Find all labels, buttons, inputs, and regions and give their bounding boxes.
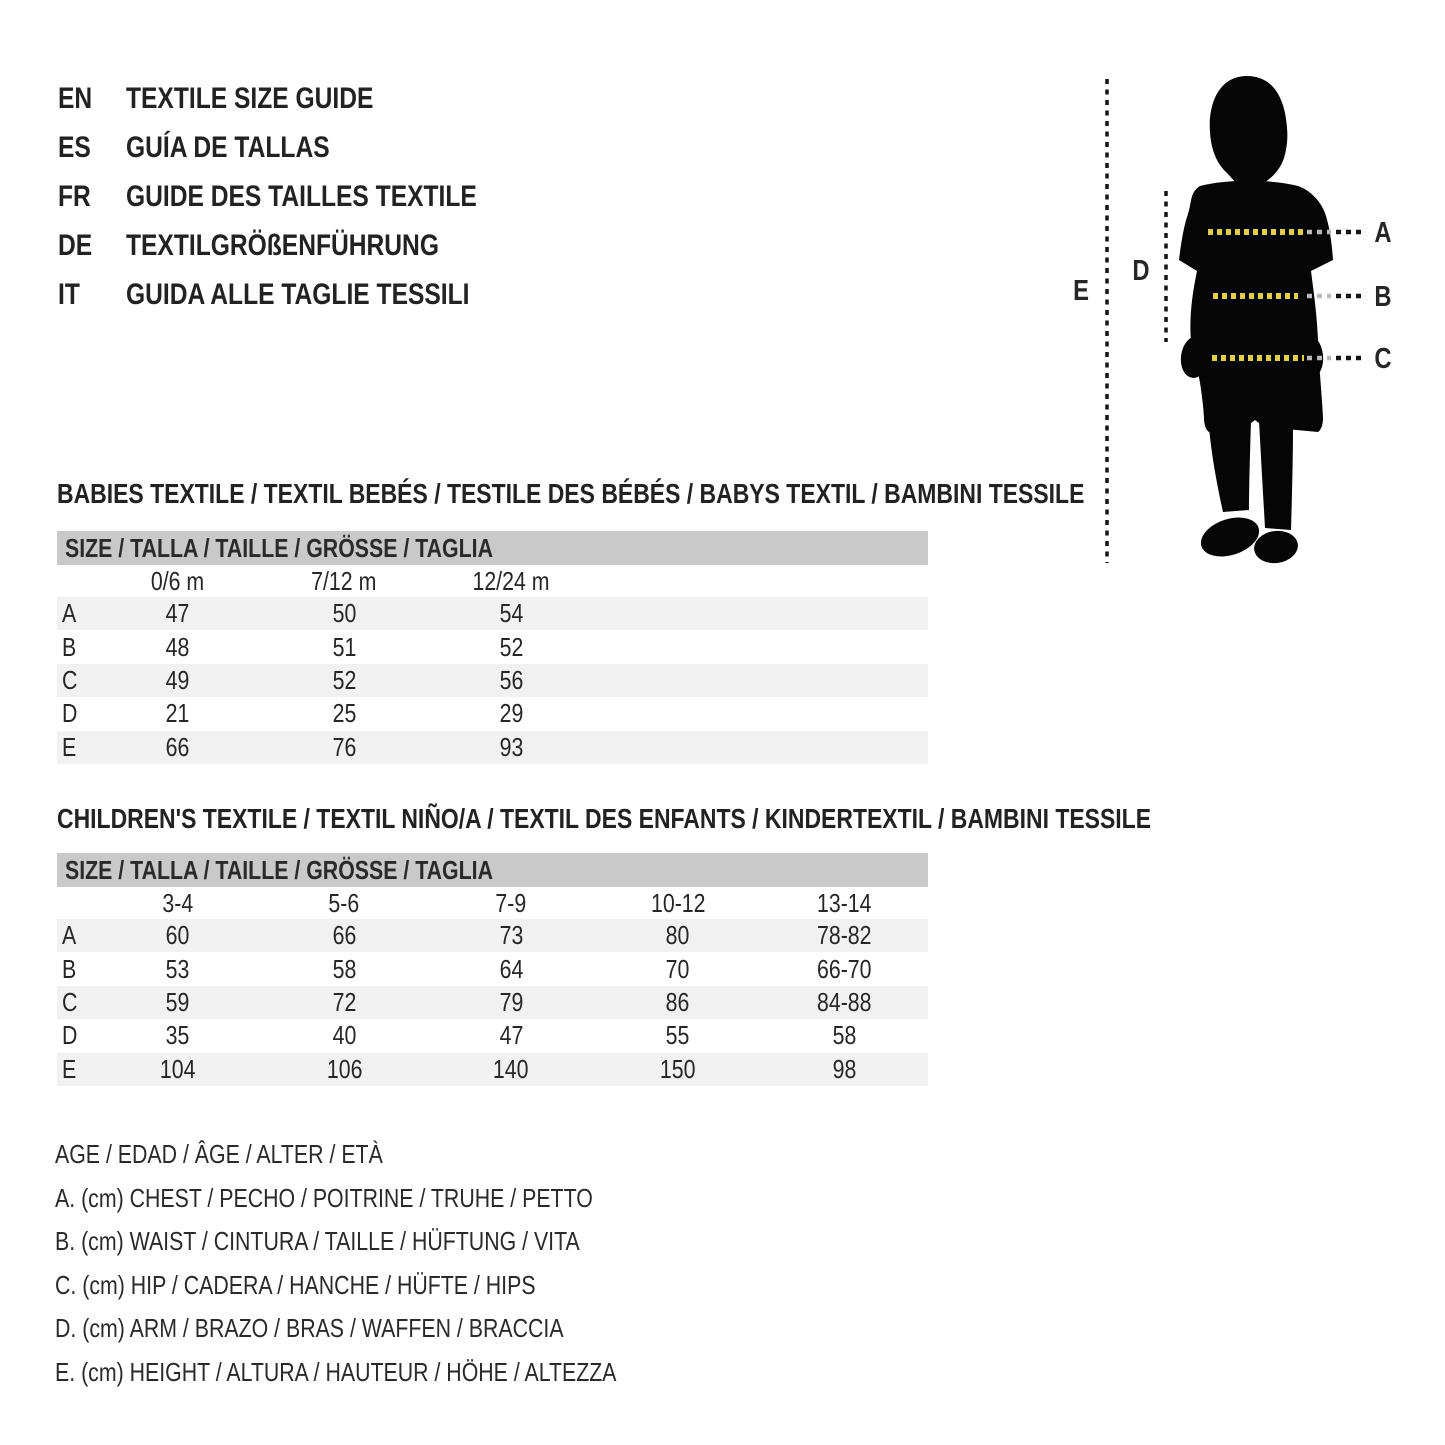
cell-text: 70	[665, 953, 690, 984]
legend-line-age	[55, 1133, 740, 1177]
table-cell	[428, 919, 595, 952]
language-title-block	[58, 74, 554, 319]
lang-row-en	[58, 74, 554, 123]
lang-title-text: TEXTILE SIZE GUIDE	[126, 81, 374, 115]
cell-text: 80	[665, 920, 690, 951]
children-table-body	[57, 919, 928, 1086]
lang-title-text: GUIDE DES TAILLES TEXTILE	[126, 179, 477, 213]
children-column-headers	[57, 887, 928, 919]
cell-text: 53	[165, 953, 190, 984]
table-cell	[94, 986, 261, 1019]
lang-code	[58, 229, 126, 263]
table-cell	[428, 986, 595, 1019]
lang-code-text: FR	[58, 179, 91, 213]
lang-code	[58, 180, 126, 214]
table-row	[57, 697, 928, 730]
row-label-text: D	[62, 698, 78, 729]
silhouette-torso	[1179, 181, 1333, 432]
table-row	[57, 630, 928, 663]
table-cell	[761, 919, 928, 952]
cell-text: 51	[332, 631, 357, 662]
column-header-text: 3-4	[161, 887, 193, 918]
silhouette-right-shoe	[1252, 528, 1300, 566]
lang-title	[126, 180, 554, 214]
figure-label-b: B	[1374, 279, 1392, 313]
cell-text: 72	[332, 986, 357, 1017]
legend-text: D. (cm) ARM / BRAZO / BRAS / WAFFEN / BRACCIA	[55, 1313, 564, 1344]
silhouette-left-shoe	[1196, 511, 1264, 564]
children-size-header-bar	[57, 853, 928, 887]
lang-row-it	[58, 270, 554, 319]
row-label-text: A	[62, 920, 77, 951]
lang-code-text: DE	[58, 228, 93, 262]
cell-text: 48	[165, 631, 190, 662]
row-label-text: E	[62, 1053, 77, 1084]
table-cell	[594, 952, 761, 985]
row-label	[57, 664, 94, 697]
lang-row-es	[58, 123, 554, 172]
legend-line-height	[55, 1351, 740, 1395]
lang-code	[58, 278, 126, 312]
table-cell	[261, 1053, 428, 1086]
cell-text: 47	[499, 1020, 523, 1051]
table-cell	[761, 952, 928, 985]
column-header	[94, 887, 261, 919]
row-label	[57, 697, 94, 730]
cell-text: 40	[332, 1020, 357, 1051]
table-cell	[428, 1019, 595, 1052]
figure-label-e: E	[1073, 273, 1089, 307]
cell-text: 84-88	[817, 986, 872, 1017]
cell-text: 35	[165, 1020, 190, 1051]
lang-code-text: EN	[58, 81, 93, 115]
legend-line-arm	[55, 1307, 740, 1351]
legend-text: B. (cm) WAIST / CINTURA / TAILLE / HÜFTUNG / VITA	[55, 1226, 580, 1257]
row-label-text: A	[62, 598, 77, 629]
table-cell	[261, 919, 428, 952]
cell-text: 66-70	[817, 953, 872, 984]
table-cell	[428, 731, 595, 764]
cell-text: 86	[665, 986, 690, 1017]
silhouette-head	[1210, 76, 1288, 194]
table-cell	[94, 1019, 261, 1052]
table-cell	[761, 1019, 928, 1052]
table-cell	[261, 664, 428, 697]
measurement-legend	[55, 1133, 740, 1394]
cell-text: 50	[332, 598, 357, 629]
table-cell	[94, 597, 261, 630]
lang-code-text: IT	[58, 277, 80, 311]
legend-line-chest	[55, 1177, 740, 1221]
table-cell	[428, 1053, 595, 1086]
lang-title	[126, 82, 554, 116]
column-header	[594, 887, 761, 919]
table-cell	[94, 664, 261, 697]
table-cell	[94, 919, 261, 952]
row-label	[57, 1019, 94, 1052]
column-header-text: 7/12 m	[311, 565, 377, 596]
column-header-text: 13-14	[817, 887, 872, 918]
table-cell	[94, 630, 261, 663]
lang-code	[58, 82, 126, 116]
cell-text: 104	[159, 1053, 196, 1084]
row-label-text: B	[62, 631, 77, 662]
table-cell	[261, 952, 428, 985]
lang-title-text: TEXTILGRÖßENFÜHRUNG	[126, 228, 439, 262]
silhouette-right-leg	[1259, 420, 1293, 530]
table-row	[57, 664, 928, 697]
table-cell	[428, 952, 595, 985]
row-label	[57, 630, 94, 663]
lang-row-fr	[58, 172, 554, 221]
children-header-row	[57, 887, 928, 919]
table-cell	[94, 731, 261, 764]
lang-title	[126, 131, 554, 165]
cell-text: 98	[832, 1053, 857, 1084]
cell-text: 73	[499, 920, 523, 951]
figure-label-d: D	[1132, 253, 1150, 287]
column-header-text: 7-9	[495, 887, 527, 918]
babies-header-row	[57, 565, 928, 597]
row-label	[57, 597, 94, 630]
lang-title-text: GUÍA DE TALLAS	[126, 130, 330, 164]
babies-table-body	[57, 597, 928, 764]
cell-text: 52	[332, 664, 357, 695]
row-label-text: C	[62, 986, 78, 1017]
cell-text: 58	[332, 953, 357, 984]
babies-column-headers	[57, 565, 928, 597]
legend-text: C. (cm) HIP / CADERA / HANCHE / HÜFTE / HIPS	[55, 1269, 536, 1300]
cell-text: 106	[326, 1053, 362, 1084]
lang-code-text: ES	[58, 130, 91, 164]
column-header-text: 0/6 m	[150, 565, 205, 596]
column-header	[428, 887, 595, 919]
table-row	[57, 731, 928, 764]
legend-line-hip	[55, 1264, 740, 1308]
babies-size-header-bar	[57, 531, 928, 565]
column-header	[261, 565, 428, 597]
cell-text: 52	[499, 631, 523, 662]
babies-section-title-text: BABIES TEXTILE / TEXTIL BEBÉS / TESTILE DES BÉBÉS / BABYS TEXTIL / BAMBINI TESSILE	[57, 478, 1085, 509]
lang-title	[126, 278, 554, 312]
table-cell	[261, 697, 428, 730]
empty-corner-cell	[57, 887, 94, 919]
babies-size-header-text: SIZE / TALLA / TAILLE / GRÖSSE / TAGLIA	[65, 532, 493, 563]
table-cell	[594, 919, 761, 952]
table-cell	[428, 630, 595, 663]
table-cell	[761, 986, 928, 1019]
legend-text: AGE / EDAD / ÂGE / ALTER / ETÀ	[55, 1139, 383, 1170]
cell-text: 66	[165, 731, 190, 762]
table-row	[57, 919, 928, 952]
column-header	[761, 887, 928, 919]
cell-text: 47	[165, 598, 190, 629]
table-cell	[428, 664, 595, 697]
row-label	[57, 952, 94, 985]
table-cell	[594, 1053, 761, 1086]
table-cell	[428, 697, 595, 730]
cell-text: 59	[165, 986, 190, 1017]
table-cell	[261, 1019, 428, 1052]
table-cell	[94, 952, 261, 985]
table-row	[57, 986, 928, 1019]
cell-text: 150	[659, 1053, 696, 1084]
cell-text: 55	[665, 1020, 690, 1051]
column-header	[261, 887, 428, 919]
table-cell	[261, 597, 428, 630]
cell-text: 21	[165, 698, 190, 729]
figure-label-c: C	[1374, 341, 1392, 375]
figure-label-a: A	[1374, 215, 1392, 249]
table-cell	[594, 1019, 761, 1052]
babies-section-title	[57, 479, 1310, 509]
table-cell	[261, 986, 428, 1019]
cell-text: 54	[499, 598, 523, 629]
table-row	[57, 952, 928, 985]
legend-text: A. (cm) CHEST / PECHO / POITRINE / TRUHE / PETTO	[55, 1182, 593, 1213]
legend-text: E. (cm) HEIGHT / ALTURA / HAUTEUR / HÖHE / ALTEZZA	[55, 1356, 617, 1387]
lang-row-de	[58, 221, 554, 270]
table-row	[57, 1053, 928, 1086]
cell-text: 78-82	[817, 920, 872, 951]
lang-code	[58, 131, 126, 165]
cell-text: 56	[499, 664, 523, 695]
column-header-text: 5-6	[328, 887, 360, 918]
legend-line-waist	[55, 1220, 740, 1264]
children-size-header-text: SIZE / TALLA / TAILLE / GRÖSSE / TAGLIA	[65, 854, 493, 885]
table-cell	[428, 597, 595, 630]
cell-text: 25	[332, 698, 357, 729]
table-cell	[261, 731, 428, 764]
row-label	[57, 919, 94, 952]
table-cell	[261, 630, 428, 663]
table-row	[57, 1019, 928, 1052]
column-header	[428, 565, 595, 597]
table-row	[57, 597, 928, 630]
cell-text: 49	[165, 664, 190, 695]
row-label-text: E	[62, 731, 77, 762]
cell-text: 58	[832, 1020, 857, 1051]
table-cell	[94, 1053, 261, 1086]
cell-text: 64	[499, 953, 523, 984]
cell-text: 93	[499, 731, 523, 762]
cell-text: 29	[499, 698, 523, 729]
children-section-title	[57, 804, 1391, 834]
cell-text: 76	[332, 731, 357, 762]
column-header-text: 12/24 m	[472, 565, 550, 596]
row-label	[57, 1053, 94, 1086]
children-section-title-text: CHILDREN'S TEXTILE / TEXTIL NIÑO/A / TEXTIL DES ENFANTS / KINDERTEXTIL / BAMBINI TESSILE	[57, 803, 1152, 834]
row-label-text: D	[62, 1020, 78, 1051]
cell-text: 79	[499, 986, 523, 1017]
row-label	[57, 986, 94, 1019]
cell-text: 66	[332, 920, 357, 951]
cell-text: 60	[165, 920, 190, 951]
row-label-text: B	[62, 953, 77, 984]
empty-corner-cell	[57, 565, 94, 597]
row-label-text: C	[62, 664, 78, 695]
row-label	[57, 731, 94, 764]
column-header	[94, 565, 261, 597]
column-header-text: 10-12	[650, 887, 706, 918]
table-cell	[761, 1053, 928, 1086]
cell-text: 140	[493, 1053, 529, 1084]
lang-title	[126, 229, 554, 263]
table-cell	[94, 697, 261, 730]
table-cell	[594, 986, 761, 1019]
lang-title-text: GUIDA ALLE TAGLIE TESSILI	[126, 277, 470, 311]
